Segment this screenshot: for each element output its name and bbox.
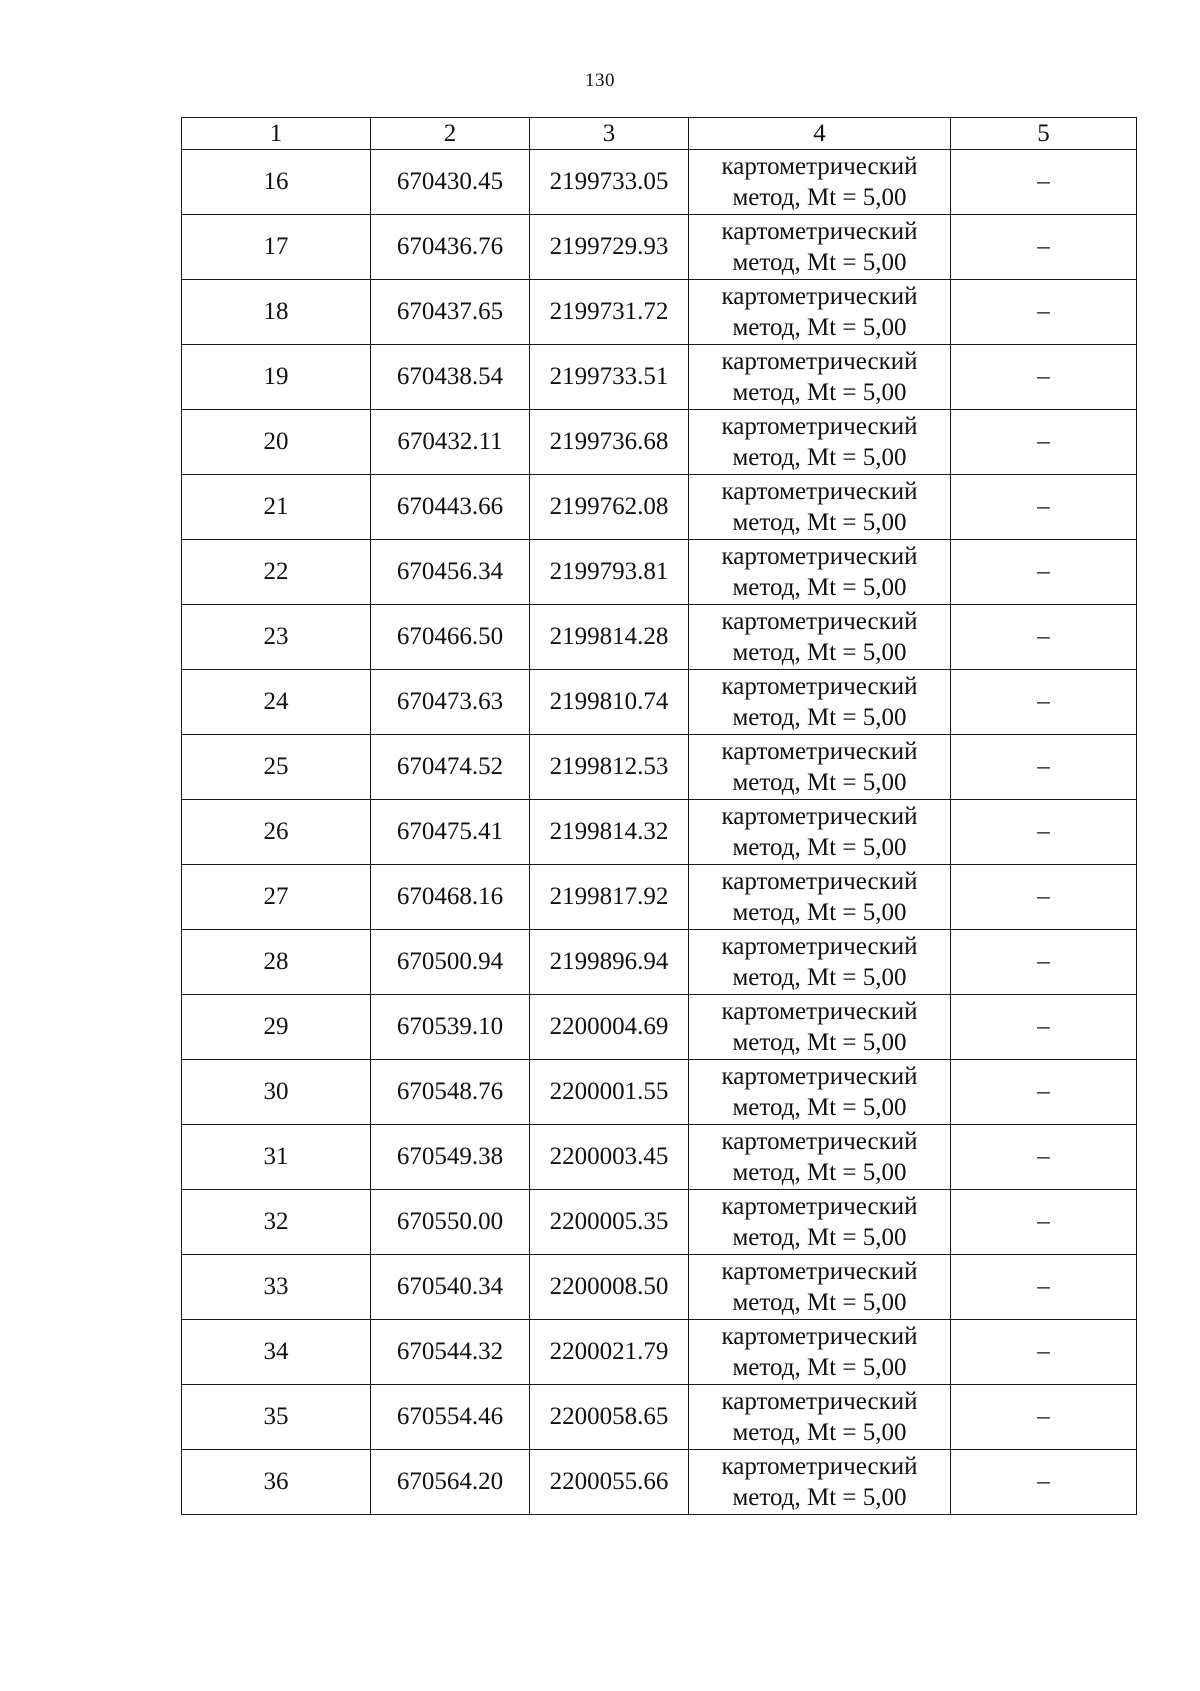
coordinate-y: 2200021.79 <box>530 1320 689 1385</box>
method-line-2: метод, Mt = 5,00 <box>732 314 907 341</box>
method-line-2: метод, Mt = 5,00 <box>732 1289 907 1316</box>
table-row <box>182 410 1137 475</box>
method-line-1: картометрический <box>721 1258 918 1285</box>
method-line-1: картометрический <box>721 1128 918 1155</box>
coordinate-y: 2199733.05 <box>530 150 689 215</box>
note-cell: – <box>951 930 1137 995</box>
coordinate-x: 670437.65 <box>371 280 530 345</box>
coordinate-y: 2199729.93 <box>530 215 689 280</box>
note-cell: – <box>951 215 1137 280</box>
coordinate-x: 670430.45 <box>371 150 530 215</box>
header-col-2: 2 <box>371 118 530 150</box>
method-line-2: метод, Mt = 5,00 <box>732 1354 907 1381</box>
method-line-2: метод, Mt = 5,00 <box>732 184 907 211</box>
note-cell: – <box>951 800 1137 865</box>
note-cell: – <box>951 670 1137 735</box>
table-body <box>182 150 1137 1515</box>
table-row <box>182 735 1137 800</box>
coordinate-y: 2200001.55 <box>530 1060 689 1125</box>
point-number: 34 <box>182 1320 371 1385</box>
point-number: 29 <box>182 995 371 1060</box>
method-line-1: картометрический <box>721 348 918 375</box>
coordinate-x: 670466.50 <box>371 605 530 670</box>
method-line-1: картометрический <box>721 738 918 765</box>
table-row <box>182 865 1137 930</box>
point-number: 27 <box>182 865 371 930</box>
method-cell <box>689 1060 951 1125</box>
table-row <box>182 1320 1137 1385</box>
method-cell <box>689 1190 951 1255</box>
method-line-1: картометрический <box>721 998 918 1025</box>
coordinate-x: 670443.66 <box>371 475 530 540</box>
coordinate-x: 670475.41 <box>371 800 530 865</box>
coordinate-y: 2200058.65 <box>530 1385 689 1450</box>
coordinate-x: 670544.32 <box>371 1320 530 1385</box>
coordinate-x: 670474.52 <box>371 735 530 800</box>
header-col-1: 1 <box>182 118 371 150</box>
point-number: 17 <box>182 215 371 280</box>
note-cell: – <box>951 995 1137 1060</box>
method-line-1: картометрический <box>721 608 918 635</box>
method-line-2: метод, Mt = 5,00 <box>732 964 907 991</box>
point-number: 23 <box>182 605 371 670</box>
table-row <box>182 280 1137 345</box>
point-number: 18 <box>182 280 371 345</box>
table-row <box>182 930 1137 995</box>
method-cell <box>689 995 951 1060</box>
table-header <box>182 118 1137 150</box>
note-cell: – <box>951 410 1137 475</box>
method-line-2: метод, Mt = 5,00 <box>732 379 907 406</box>
note-cell: – <box>951 345 1137 410</box>
coordinate-y: 2199736.68 <box>530 410 689 475</box>
method-line-2: метод, Mt = 5,00 <box>732 1029 907 1056</box>
point-number: 22 <box>182 540 371 605</box>
method-cell <box>689 735 951 800</box>
coordinate-y: 2199814.32 <box>530 800 689 865</box>
method-line-2: метод, Mt = 5,00 <box>732 769 907 796</box>
note-cell: – <box>951 150 1137 215</box>
method-line-2: метод, Mt = 5,00 <box>732 704 907 731</box>
note-cell: – <box>951 540 1137 605</box>
table-row <box>182 605 1137 670</box>
table-row <box>182 215 1137 280</box>
table-row <box>182 1190 1137 1255</box>
coordinate-x: 670500.94 <box>371 930 530 995</box>
method-line-1: картометрический <box>721 153 918 180</box>
method-line-2: метод, Mt = 5,00 <box>732 574 907 601</box>
point-number: 25 <box>182 735 371 800</box>
note-cell: – <box>951 475 1137 540</box>
coordinate-x: 670554.46 <box>371 1385 530 1450</box>
header-col-5: 5 <box>951 118 1137 150</box>
table-row <box>182 995 1137 1060</box>
table-row <box>182 670 1137 735</box>
coordinate-x: 670548.76 <box>371 1060 530 1125</box>
table-row <box>182 475 1137 540</box>
method-line-2: метод, Mt = 5,00 <box>732 249 907 276</box>
note-cell: – <box>951 1125 1137 1190</box>
method-line-1: картометрический <box>721 413 918 440</box>
method-line-1: картометрический <box>721 283 918 310</box>
method-line-2: метод, Mt = 5,00 <box>732 834 907 861</box>
method-cell <box>689 930 951 995</box>
coordinate-x: 670473.63 <box>371 670 530 735</box>
method-line-1: картометрический <box>721 868 918 895</box>
coordinate-x: 670549.38 <box>371 1125 530 1190</box>
table-row <box>182 1060 1137 1125</box>
method-line-2: метод, Mt = 5,00 <box>732 1159 907 1186</box>
header-col-3: 3 <box>530 118 689 150</box>
method-cell <box>689 475 951 540</box>
coordinate-y: 2199731.72 <box>530 280 689 345</box>
method-line-1: картометрический <box>721 218 918 245</box>
method-cell <box>689 605 951 670</box>
coordinate-x: 670564.20 <box>371 1450 530 1515</box>
coordinate-x: 670540.34 <box>371 1255 530 1320</box>
method-line-1: картометрический <box>721 478 918 505</box>
table-row <box>182 345 1137 410</box>
coordinate-y: 2199733.51 <box>530 345 689 410</box>
method-line-1: картометрический <box>721 543 918 570</box>
coordinate-y: 2200004.69 <box>530 995 689 1060</box>
method-cell <box>689 1125 951 1190</box>
point-number: 35 <box>182 1385 371 1450</box>
table-row <box>182 1255 1137 1320</box>
note-cell: – <box>951 1385 1137 1450</box>
page-number: 130 <box>585 70 615 91</box>
coordinate-x: 670468.16 <box>371 865 530 930</box>
method-line-2: метод, Mt = 5,00 <box>732 1484 907 1511</box>
method-cell <box>689 1255 951 1320</box>
method-line-1: картометрический <box>721 1323 918 1350</box>
method-cell <box>689 1450 951 1515</box>
method-line-1: картометрический <box>721 673 918 700</box>
method-cell <box>689 410 951 475</box>
note-cell: – <box>951 1320 1137 1385</box>
coordinate-x: 670432.11 <box>371 410 530 475</box>
point-number: 28 <box>182 930 371 995</box>
method-line-1: картометрический <box>721 1388 918 1415</box>
header-col-4: 4 <box>689 118 951 150</box>
coordinate-y: 2200008.50 <box>530 1255 689 1320</box>
method-cell <box>689 670 951 735</box>
method-cell <box>689 865 951 930</box>
coordinate-y: 2200005.35 <box>530 1190 689 1255</box>
coordinate-y: 2199810.74 <box>530 670 689 735</box>
method-line-2: метод, Mt = 5,00 <box>732 1094 907 1121</box>
coordinate-y: 2199812.53 <box>530 735 689 800</box>
note-cell: – <box>951 735 1137 800</box>
method-line-1: картометрический <box>721 1063 918 1090</box>
method-cell <box>689 345 951 410</box>
table-row <box>182 1385 1137 1450</box>
coordinate-x: 670539.10 <box>371 995 530 1060</box>
coordinate-x: 670550.00 <box>371 1190 530 1255</box>
note-cell: – <box>951 605 1137 670</box>
method-cell <box>689 800 951 865</box>
method-line-2: метод, Mt = 5,00 <box>732 639 907 666</box>
table-row <box>182 1125 1137 1190</box>
coordinate-x: 670438.54 <box>371 345 530 410</box>
coordinate-y: 2199896.94 <box>530 930 689 995</box>
note-cell: – <box>951 1450 1137 1515</box>
point-number: 24 <box>182 670 371 735</box>
header-row <box>182 118 1137 150</box>
method-line-2: метод, Mt = 5,00 <box>732 1224 907 1251</box>
method-line-1: картометрический <box>721 1453 918 1480</box>
method-line-2: метод, Mt = 5,00 <box>732 899 907 926</box>
coordinate-y: 2199817.92 <box>530 865 689 930</box>
note-cell: – <box>951 1190 1137 1255</box>
coordinate-x: 670456.34 <box>371 540 530 605</box>
point-number: 31 <box>182 1125 371 1190</box>
method-cell <box>689 540 951 605</box>
method-cell <box>689 150 951 215</box>
note-cell: – <box>951 280 1137 345</box>
coordinate-x: 670436.76 <box>371 215 530 280</box>
point-number: 32 <box>182 1190 371 1255</box>
table-row <box>182 150 1137 215</box>
point-number: 19 <box>182 345 371 410</box>
point-number: 20 <box>182 410 371 475</box>
coordinate-y: 2199793.81 <box>530 540 689 605</box>
table-row <box>182 1450 1137 1515</box>
note-cell: – <box>951 865 1137 930</box>
method-line-1: картометрический <box>721 933 918 960</box>
method-cell <box>689 215 951 280</box>
method-line-1: картометрический <box>721 1193 918 1220</box>
point-number: 36 <box>182 1450 371 1515</box>
method-line-2: метод, Mt = 5,00 <box>732 444 907 471</box>
note-cell: – <box>951 1255 1137 1320</box>
table-row <box>182 800 1137 865</box>
point-number: 26 <box>182 800 371 865</box>
method-cell <box>689 280 951 345</box>
coordinate-y: 2200003.45 <box>530 1125 689 1190</box>
method-line-1: картометрический <box>721 803 918 830</box>
point-number: 30 <box>182 1060 371 1125</box>
point-number: 16 <box>182 150 371 215</box>
coordinate-y: 2199762.08 <box>530 475 689 540</box>
method-cell <box>689 1385 951 1450</box>
coordinate-y: 2199814.28 <box>530 605 689 670</box>
coordinates-table <box>181 117 1137 1515</box>
note-cell: – <box>951 1060 1137 1125</box>
point-number: 21 <box>182 475 371 540</box>
coordinate-y: 2200055.66 <box>530 1450 689 1515</box>
point-number: 33 <box>182 1255 371 1320</box>
method-cell <box>689 1320 951 1385</box>
method-line-2: метод, Mt = 5,00 <box>732 509 907 536</box>
table-row <box>182 540 1137 605</box>
method-line-2: метод, Mt = 5,00 <box>732 1419 907 1446</box>
